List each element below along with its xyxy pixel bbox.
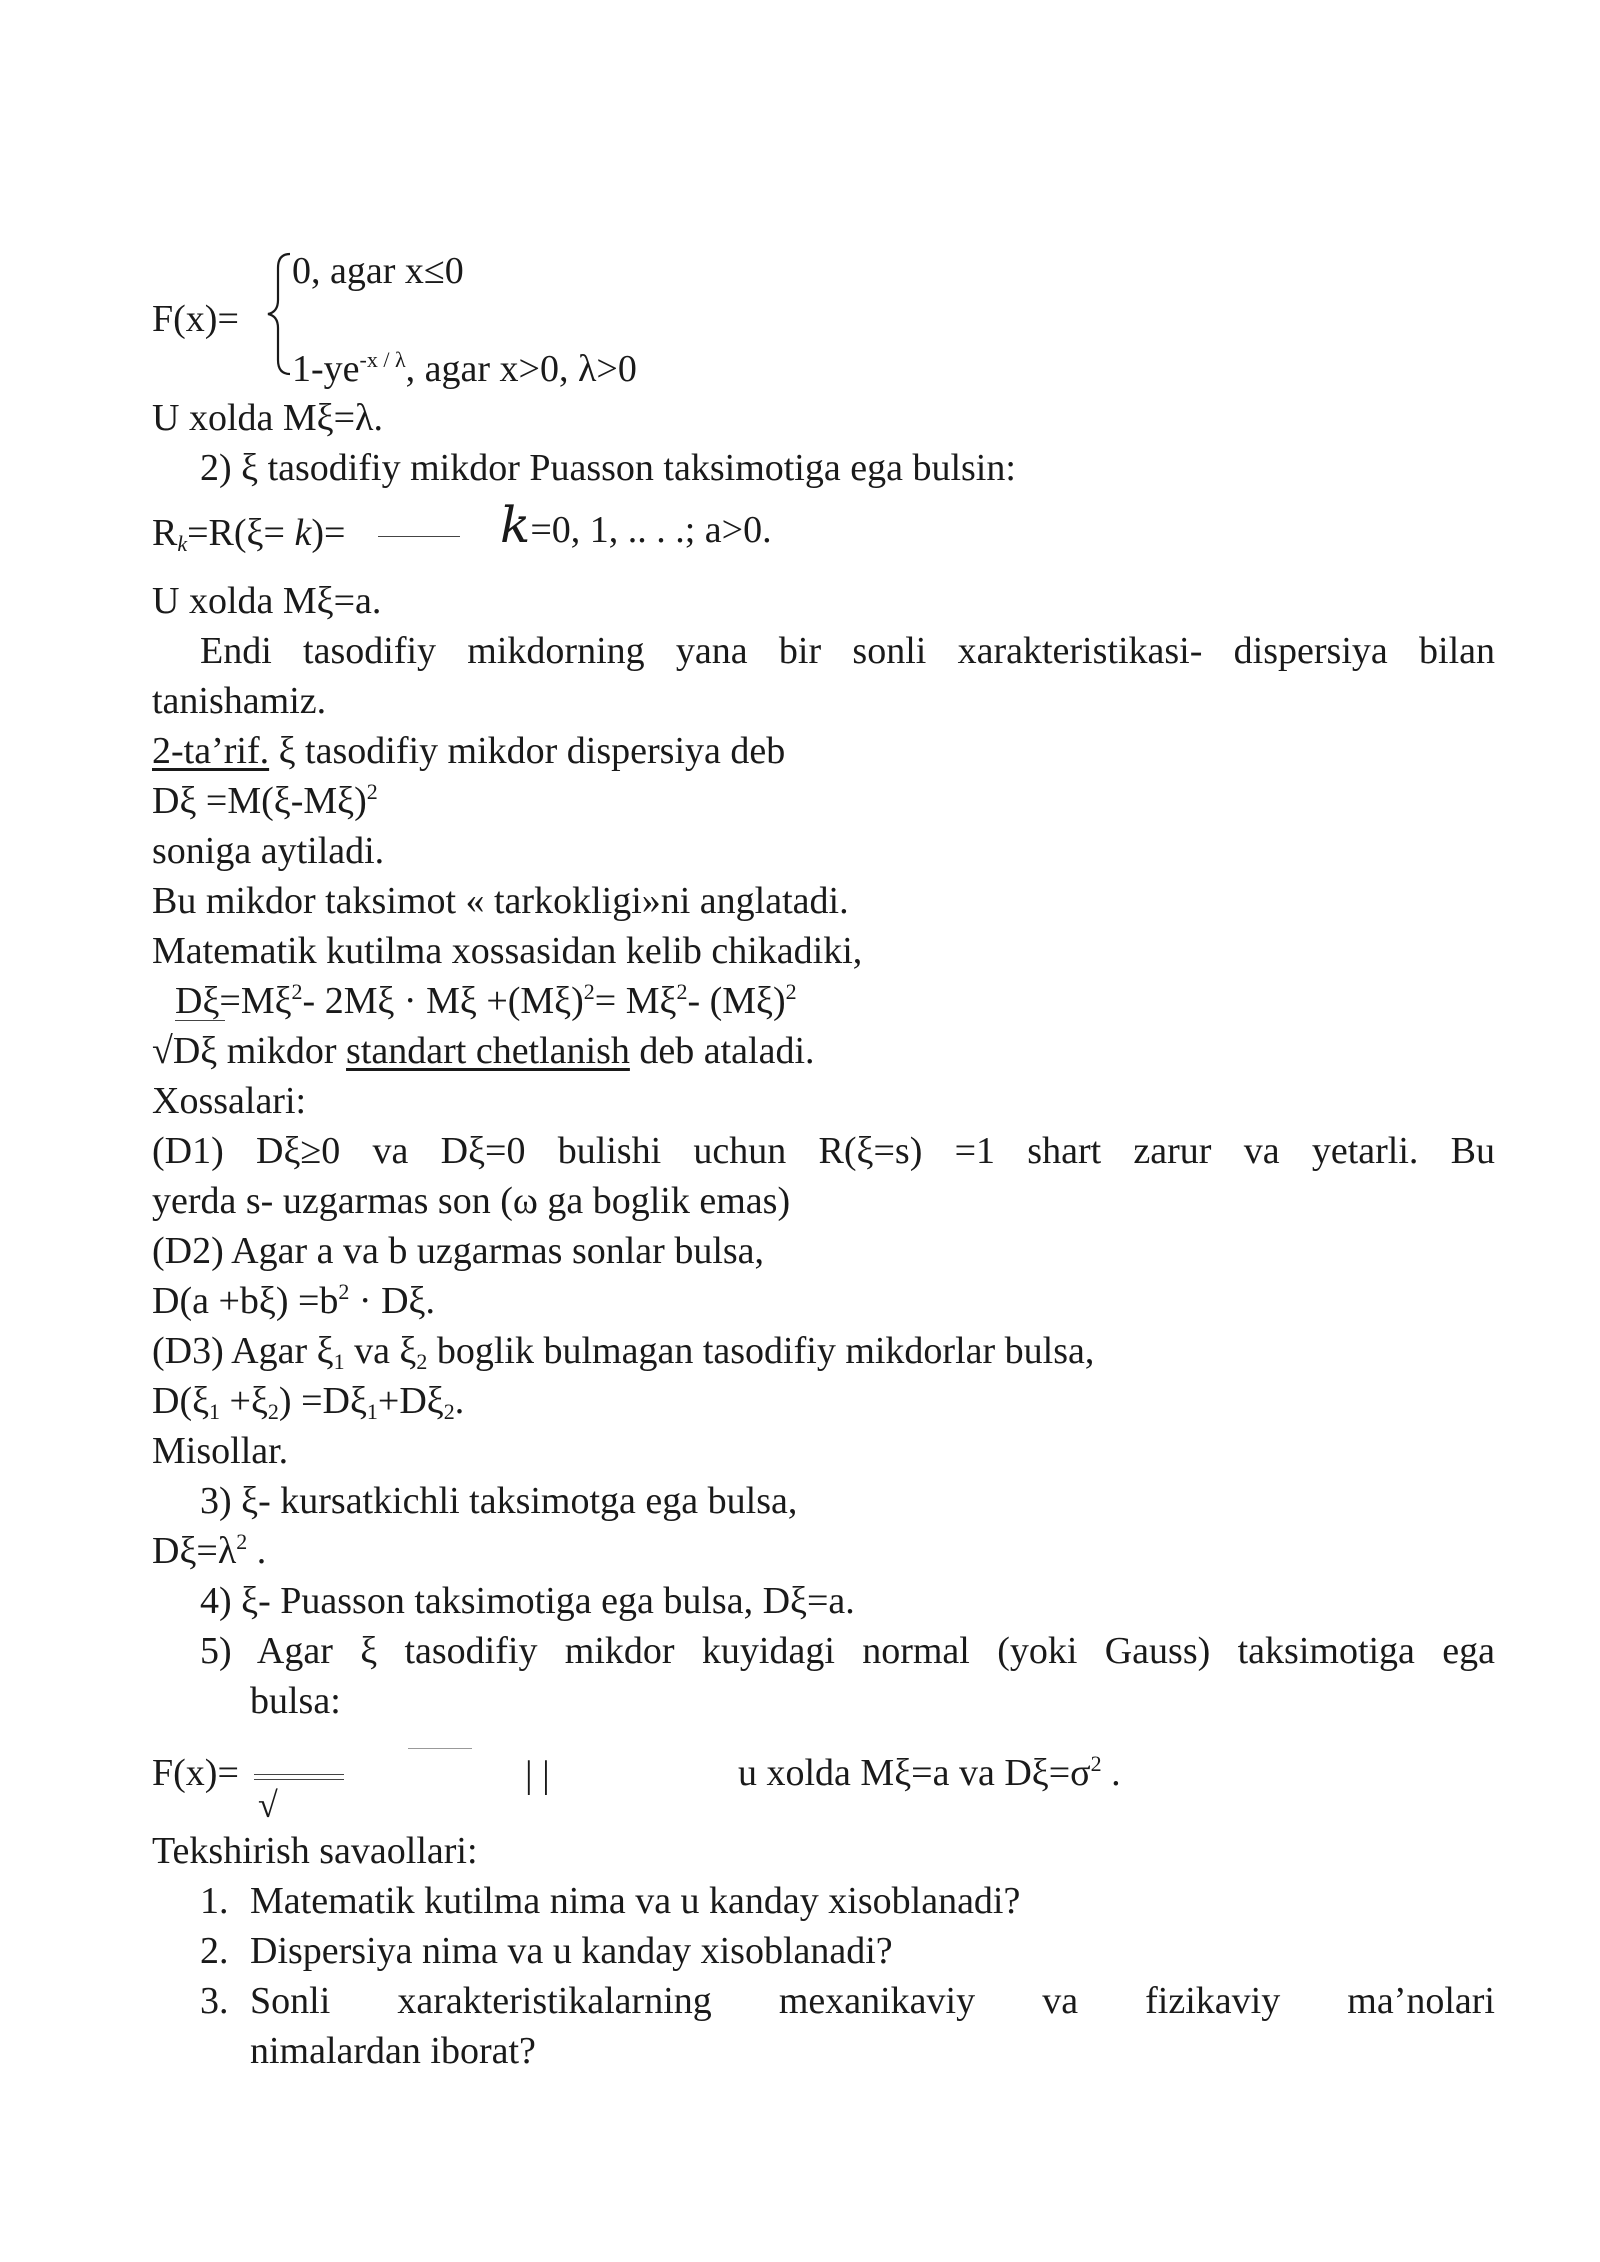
normal-fraction-line xyxy=(254,1774,344,1775)
question-2: 2. Dispersiya nima va u kanday xisoblanadi? xyxy=(200,1930,893,1972)
intro-paragraph-line-1: Endi tasodifiy mikdorning yana bir sonli xarakteristikasi- dispersiya bilan xyxy=(200,630,1495,672)
normal-fraction-line-2 xyxy=(254,1779,344,1780)
piecewise-case-1: 0, agar x≤0 xyxy=(292,250,464,292)
poisson-fraction-line xyxy=(378,536,460,537)
definition-end-line: soniga aytiladi. xyxy=(152,830,385,872)
examples-title: Misollar. xyxy=(152,1430,289,1472)
questions-title: Tekshirish savaollari: xyxy=(152,1830,478,1872)
example-4-line: 4) ξ- Puasson taksimotiga ega bulsa, Dξ=a. xyxy=(200,1580,855,1622)
mean-poisson-line: U xolda Mξ=a. xyxy=(152,580,382,622)
example-3-formula: $D\xi=\lambda^2$ . xyxy=(152,1529,267,1572)
spread-line: Bu mikdor taksimot « tarkokligi»ni anglatadi. xyxy=(152,880,849,922)
example-5-line-2: bulsa: xyxy=(250,1680,341,1722)
properties-title: Xossalari: xyxy=(152,1080,307,1122)
property-d1-line-1: (D1) Dξ≥0 va Dξ=0 bulishi uchun R(ξ=s) =1 shart zarur va yetarli. Bu xyxy=(152,1130,1495,1172)
normal-formula-lhs: F(x)= xyxy=(152,1752,239,1794)
question-1: 1. Matematik kutilma nima va u kanday xisoblanadi? xyxy=(200,1880,1021,1922)
definition-label: 2-ta’rif. xyxy=(152,730,270,772)
variance-underline xyxy=(175,1020,225,1021)
property-d2-formula: $D(a +b\xi) =b^2 \cdot D\xi$. xyxy=(152,1279,435,1322)
property-d2-line: (D2) Agar a va b uzgarmas sonlar bulsa, xyxy=(152,1230,765,1272)
property-d3-line: (D3) Agar $\xi_1$ va $\xi_2$ boglik bulmagan tasodifiy mikdorlar bulsa, xyxy=(152,1330,1095,1374)
std-dev-line: √Dξ mikdor standart chetlanish deb ataladi. xyxy=(152,1030,815,1072)
piecewise-lhs: F(x)= xyxy=(152,298,239,340)
mean-exponential-line: U xolda Mξ=λ. xyxy=(152,397,383,439)
property-d3-formula: $D(\xi_1 +\xi_2) =D\xi_1+D\xi_2$. xyxy=(152,1380,465,1424)
poisson-range: k=0, 1, .. . .; a>0. xyxy=(500,496,772,554)
piecewise-case-2: $1-ye^{-x / \lambda}$, agar x>0, λ>0 xyxy=(292,347,637,390)
example-5-line-1: 5) Agar ξ tasodifiy mikdor kuyidagi normal (yoki Gauss) taksimotiga ega xyxy=(200,1630,1495,1672)
normal-formula-rhs: u xolda Mξ=a va $D\xi=\sigma^2$ . xyxy=(738,1751,1121,1794)
property-d1-line-2: yerda s- uzgarmas son (ω ga boglik emas) xyxy=(152,1180,791,1222)
left-brace-icon xyxy=(262,248,296,380)
variance-formula: $D\xi=M\xi^2-$ $2M\xi \cdot M\xi +(M\xi)^2= M\xi^2-$ $(M\xi)^2$ xyxy=(175,979,797,1022)
std-dev-term: standart chetlanish xyxy=(346,1030,630,1072)
normal-sqrt-icon: √ xyxy=(258,1785,278,1825)
definition-formula: $D\xi =M(\xi-M\xi)^2$ xyxy=(152,779,378,822)
question-3-line-1: 3. Sonli xarakteristikalarning mexanikaviy va fizikaviy ma’nolari xyxy=(200,1980,1495,2022)
definition-line: 2-ta’rif. ξ tasodifiy mikdor dispersiya deb xyxy=(152,730,786,772)
normal-exponent-line xyxy=(408,1748,472,1749)
intro-paragraph-line-2: tanishamiz. xyxy=(152,680,327,722)
question-3-line-2: nimalardan iborat? xyxy=(250,2030,536,2072)
poisson-formula: $R_k=R(\xi= k)=$ xyxy=(152,512,346,556)
normal-abs-bars: | | xyxy=(525,1754,550,1796)
example-3-line: 3) ξ- kursatkichli taksimotga ega bulsa, xyxy=(200,1480,798,1522)
item-2-line: 2) ξ tasodifiy mikdor Puasson taksimotiga ega bulsin: xyxy=(200,447,1016,489)
expectation-property-line: Matematik kutilma xossasidan kelib chikadiki, xyxy=(152,930,863,972)
